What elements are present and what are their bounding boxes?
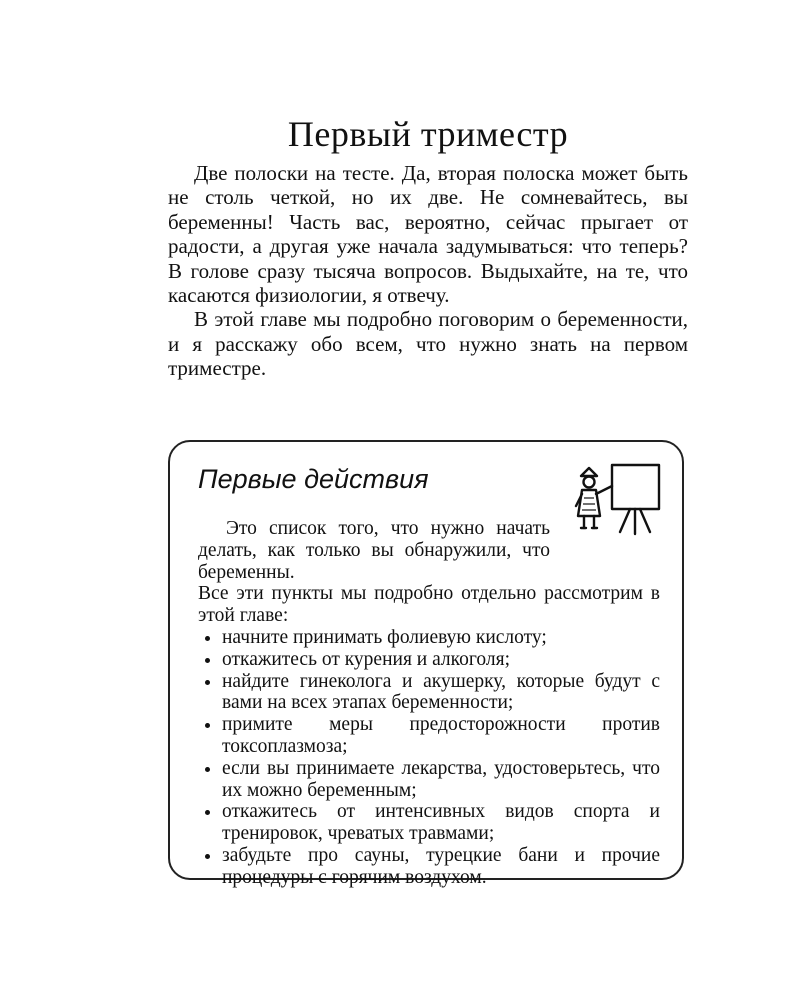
- list-item-text: найдите гинеколога и акушерку, которые будут с вами на всех этапах беременности;: [222, 670, 660, 714]
- list-item-text: забудьте про сауны, турецкие бани и прочие процедуры с горячим воздухом.: [222, 844, 660, 888]
- list-item: [198, 671, 660, 715]
- bullet-icon: [205, 658, 210, 663]
- list-item: [198, 627, 660, 649]
- callout-lead-first: Это список того, что нужно начать делать, как только вы обнаружили, что беременны.: [198, 518, 550, 583]
- list-item: [198, 649, 660, 671]
- bullet-icon: [205, 680, 210, 685]
- bullet-icon: [205, 723, 210, 728]
- bullet-icon: [205, 767, 210, 772]
- first-actions-callout: [168, 440, 684, 888]
- bullet-icon: [205, 636, 210, 641]
- list-item-text: если вы принимаете лекарства, удостоверьтесь, что их можно беременным;: [222, 757, 660, 801]
- actions-list: [198, 627, 660, 889]
- list-item: [198, 801, 660, 845]
- callout-lead: [198, 518, 660, 627]
- callout-lead-rest: Все эти пункты мы подробно отдельно рассмотрим в этой главе:: [198, 583, 660, 627]
- intro-text: [168, 161, 688, 381]
- list-item: [198, 758, 660, 802]
- bullet-icon: [205, 854, 210, 859]
- list-item-text: примите меры предосторожности против токсоплазмоза;: [222, 714, 660, 757]
- bullet-icon: [205, 810, 210, 815]
- callout-title: Первые действия: [198, 464, 429, 494]
- list-item: [198, 714, 660, 758]
- intro-paragraph-2: В этой главе мы подробно поговорим о беременности, и я расскажу обо всем, что нужно знать на первом триместре.: [168, 307, 688, 381]
- page-title: Первый триместр: [287, 114, 569, 154]
- list-item-text: откажитесь от курения и алкоголя;: [222, 648, 511, 670]
- list-item: [198, 845, 660, 889]
- intro-paragraph-1: Две полоски на тесте. Да, вторая полоска может быть не столь четкой, но их две. Не сомневайтесь, вы беременны! Часть вас, вероятно, сейчас прыгает от радости, а другая уже начала задумываться: что теперь? В голове сразу тысяча вопросов. Выдыхайте, на те, что касаются физиологии, я отвечу.: [168, 161, 688, 308]
- list-item-text: начните принимать фолиевую кислоту;: [222, 626, 547, 648]
- callout-body: [198, 518, 660, 889]
- list-item-text: откажитесь от интенсивных видов спорта и тренировок, чреватых травмами;: [222, 801, 660, 845]
